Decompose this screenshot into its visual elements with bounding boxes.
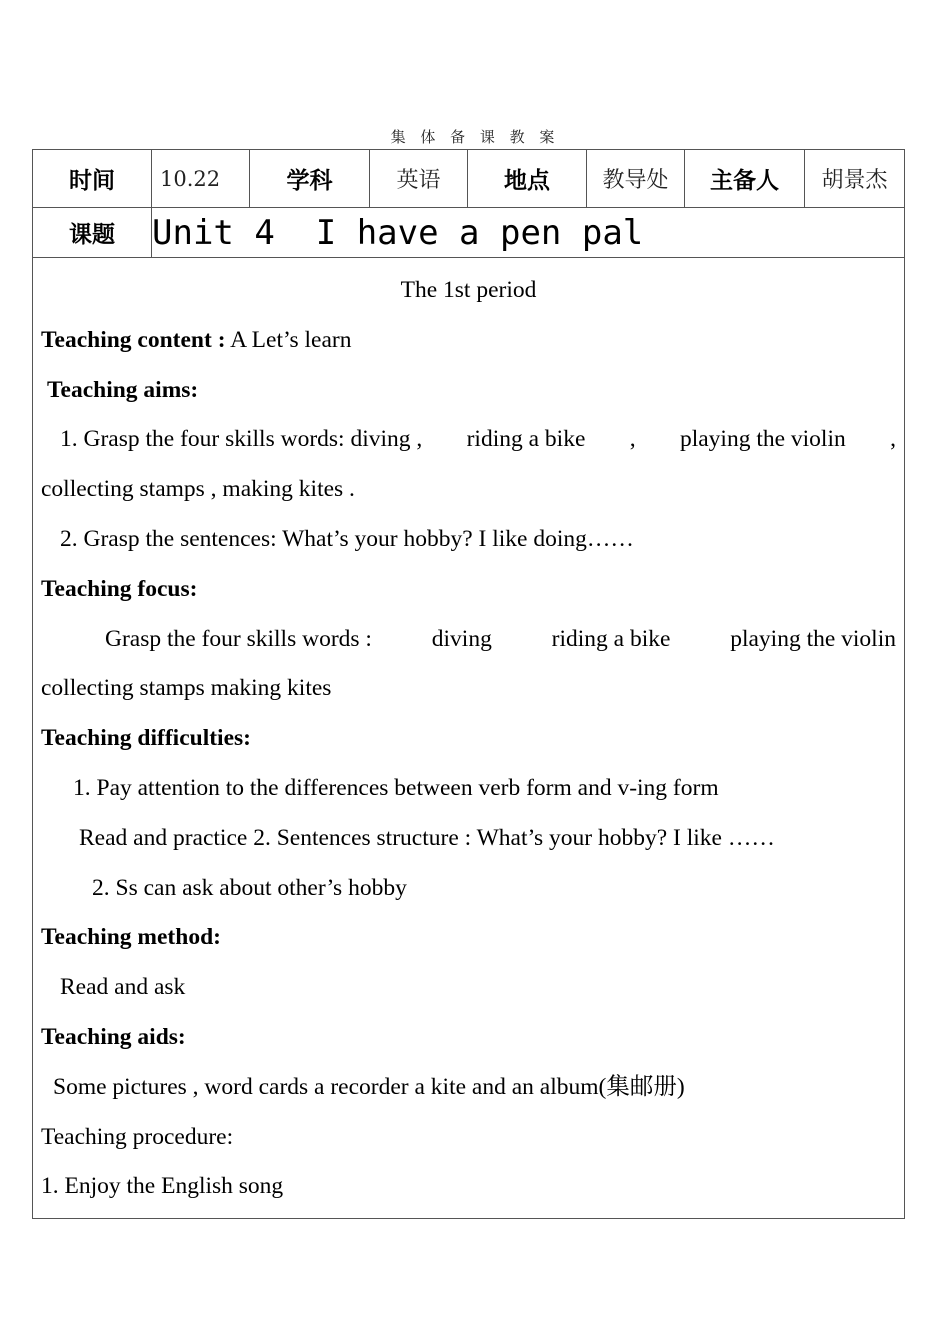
aims-item-1-part: , <box>629 426 636 453</box>
aims-item-1-continued: collecting stamps , making kites . <box>41 476 355 503</box>
presenter-value: 胡景杰 <box>805 150 905 208</box>
aims-item-1 <box>41 415 896 465</box>
aims-item-1-part: , <box>890 426 896 453</box>
header-row <box>33 150 905 208</box>
topic-value: Unit 4 I have a pen pal <box>152 208 905 258</box>
focus-part: diving <box>431 625 492 652</box>
procedure-item-1: 1. Enjoy the English song <box>41 1173 284 1200</box>
focus-part: playing the violin <box>730 625 896 652</box>
location-label: 地点 <box>468 150 587 208</box>
location-value: 教导处 <box>587 150 685 208</box>
teaching-content-value: A Let’s learn <box>225 326 352 353</box>
document-header: 集 体 备 课 教 案 <box>390 128 560 146</box>
focus-part: riding a bike <box>551 625 671 652</box>
content-row <box>33 258 905 1219</box>
procedure-heading: Teaching procedure: <box>41 1123 234 1150</box>
topic-row <box>33 208 905 258</box>
time-label: 时间 <box>33 150 152 208</box>
aims-item-1-part: 1. Grasp the four skills words: diving , <box>60 426 423 453</box>
time-value: 10.22 <box>152 150 250 208</box>
period-title: The 1st period <box>400 277 537 303</box>
focus-line-continued: collecting stamps making kites <box>41 675 332 702</box>
difficulties-item-2: Read and practice 2. Sentences structure : What’s your hobby? I like …… <box>79 824 775 851</box>
aims-item-2: 2. Grasp the sentences: What’s your hobby? I like doing…… <box>60 525 634 552</box>
presenter-label: 主备人 <box>685 150 805 208</box>
lesson-content <box>33 258 905 1219</box>
method-heading: Teaching method: <box>41 924 221 951</box>
focus-heading: Teaching focus: <box>41 575 198 602</box>
subject-value: 英语 <box>370 150 468 208</box>
topic-label: 课题 <box>33 208 152 258</box>
subject-label: 学科 <box>250 150 370 208</box>
teaching-content-line <box>41 316 896 366</box>
focus-part: Grasp the four skills words : <box>105 625 372 652</box>
lesson-plan-table <box>32 149 905 1219</box>
teaching-content-label: Teaching content : <box>41 326 226 353</box>
aids-heading: Teaching aids: <box>41 1023 186 1050</box>
method-value: Read and ask <box>60 974 186 1001</box>
difficulties-item-3: 2. Ss can ask about other’s hobby <box>92 874 407 901</box>
focus-line <box>41 615 896 665</box>
difficulties-heading: Teaching difficulties: <box>41 725 251 752</box>
difficulties-item-1: 1. Pay attention to the differences between verb form and v-ing form <box>73 774 719 801</box>
aids-value: Some pictures , word cards a recorder a kite and an album(集邮册) <box>53 1073 685 1100</box>
aims-item-1-part: riding a bike <box>466 426 586 453</box>
aims-heading: Teaching aims: <box>47 376 199 403</box>
aims-item-1-part: playing the violin <box>679 426 846 453</box>
